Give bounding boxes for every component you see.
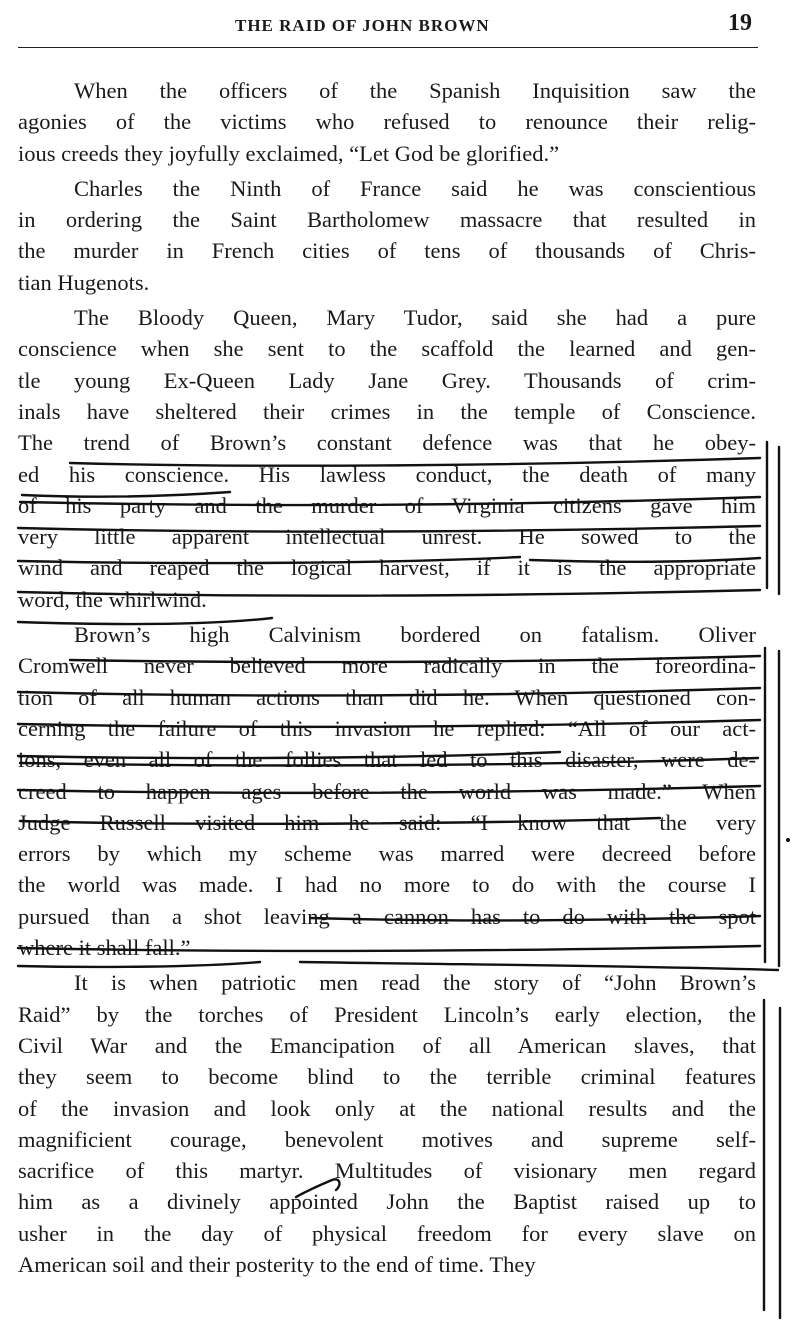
text-line: word, the whirlwind. <box>18 586 207 612</box>
text-line: where it shall fall.” <box>18 935 191 961</box>
text-line: creed to happen ages before the world was made.” When <box>18 778 756 804</box>
text-line: tian Hugenots. <box>18 269 150 295</box>
text-line: they seem to become blind to the terrible criminal features <box>18 1064 756 1090</box>
pen-dot <box>786 838 790 842</box>
text-line: errors by which my scheme was marred were decreed before <box>18 841 756 867</box>
text-line: Judge Russell visited him he said: “I know that the very <box>18 809 756 835</box>
text-line: The Bloody Queen, Mary Tudor, said she had a pure <box>74 305 756 331</box>
text-line: in ordering the Saint Bartholomew massacre that resulted in <box>18 207 756 233</box>
text-line: Brown’s high Calvinism bordered on fatalism. Oliver <box>74 622 756 648</box>
text-line: When the officers of the Spanish Inquisition saw the <box>74 78 756 103</box>
text-line: Cromwell never believed more radically in the foreordina- <box>18 653 756 679</box>
text-line: the murder in French cities of tens of thousands of Chris- <box>18 238 756 264</box>
text-line: conscience when she sent to the scaffold the learned and gen- <box>18 336 756 362</box>
running-title: THE RAID OF JOHN BROWN <box>235 16 490 35</box>
running-head <box>0 10 798 40</box>
text-line: ed his conscience. His lawless conduct, the death of many <box>18 461 756 487</box>
text-line: American soil and their posterity to the end of time. They <box>18 1251 536 1277</box>
text-line: Charles the Ninth of France said he was conscientious <box>74 175 756 201</box>
header-rule <box>18 47 758 48</box>
text-line: Civil War and the Emancipation of all American slaves, that <box>18 1032 756 1058</box>
paragraph <box>18 967 756 1280</box>
text-line: Raid” by the torches of President Lincoln’s early election, the <box>18 1001 756 1027</box>
text-line: the world was made. I had no more to do with the course I <box>18 872 756 898</box>
paragraph <box>18 173 756 298</box>
body-text <box>18 75 756 1284</box>
page-number: 19 <box>728 10 752 36</box>
text-line: him as a divinely appointed John the Baptist raised up to <box>18 1189 756 1215</box>
text-line: wind and reaped the logical harvest, if it is the appropriate <box>18 555 756 581</box>
paragraph <box>18 302 756 615</box>
text-line: agonies of the victims who refused to renounce their relig- <box>18 109 756 135</box>
text-line: The trend of Brown’s constant defence was that he obey- <box>18 430 756 456</box>
text-line: sacrifice of this martyr. Multitudes of visionary men regard <box>18 1158 756 1184</box>
text-line: cerning the failure of this invasion he replied: “All of our act- <box>18 715 756 741</box>
text-line: magnificient courage, benevolent motives and supreme self- <box>18 1126 756 1152</box>
paragraph <box>18 619 756 963</box>
text-line: of the invasion and look only at the national results and the <box>18 1095 756 1121</box>
text-line: It is when patriotic men read the story of “John Brown’s <box>74 970 756 996</box>
text-line: tion of all human actions than did he. When questioned con- <box>18 684 756 710</box>
paragraph <box>18 75 756 169</box>
text-line: usher in the day of physical freedom for every slave on <box>18 1220 756 1246</box>
text-line: ions, even all of the follies that led to this disaster, were de- <box>18 747 756 773</box>
text-line: tle young Ex-Queen Lady Jane Grey. Thousands of crim- <box>18 367 756 393</box>
text-line: pursued than a shot leaving a cannon has to do with the spot <box>18 903 756 929</box>
text-line: very little apparent intellectual unrest. He sowed to the <box>18 524 756 550</box>
text-line: inals have sheltered their crimes in the temple of Conscience. <box>18 398 756 424</box>
text-line: ious creeds they joyfully exclaimed, “Let God be glorified.” <box>18 140 560 166</box>
text-line: of his party and the murder of Virginia citizens gave him <box>18 492 756 518</box>
